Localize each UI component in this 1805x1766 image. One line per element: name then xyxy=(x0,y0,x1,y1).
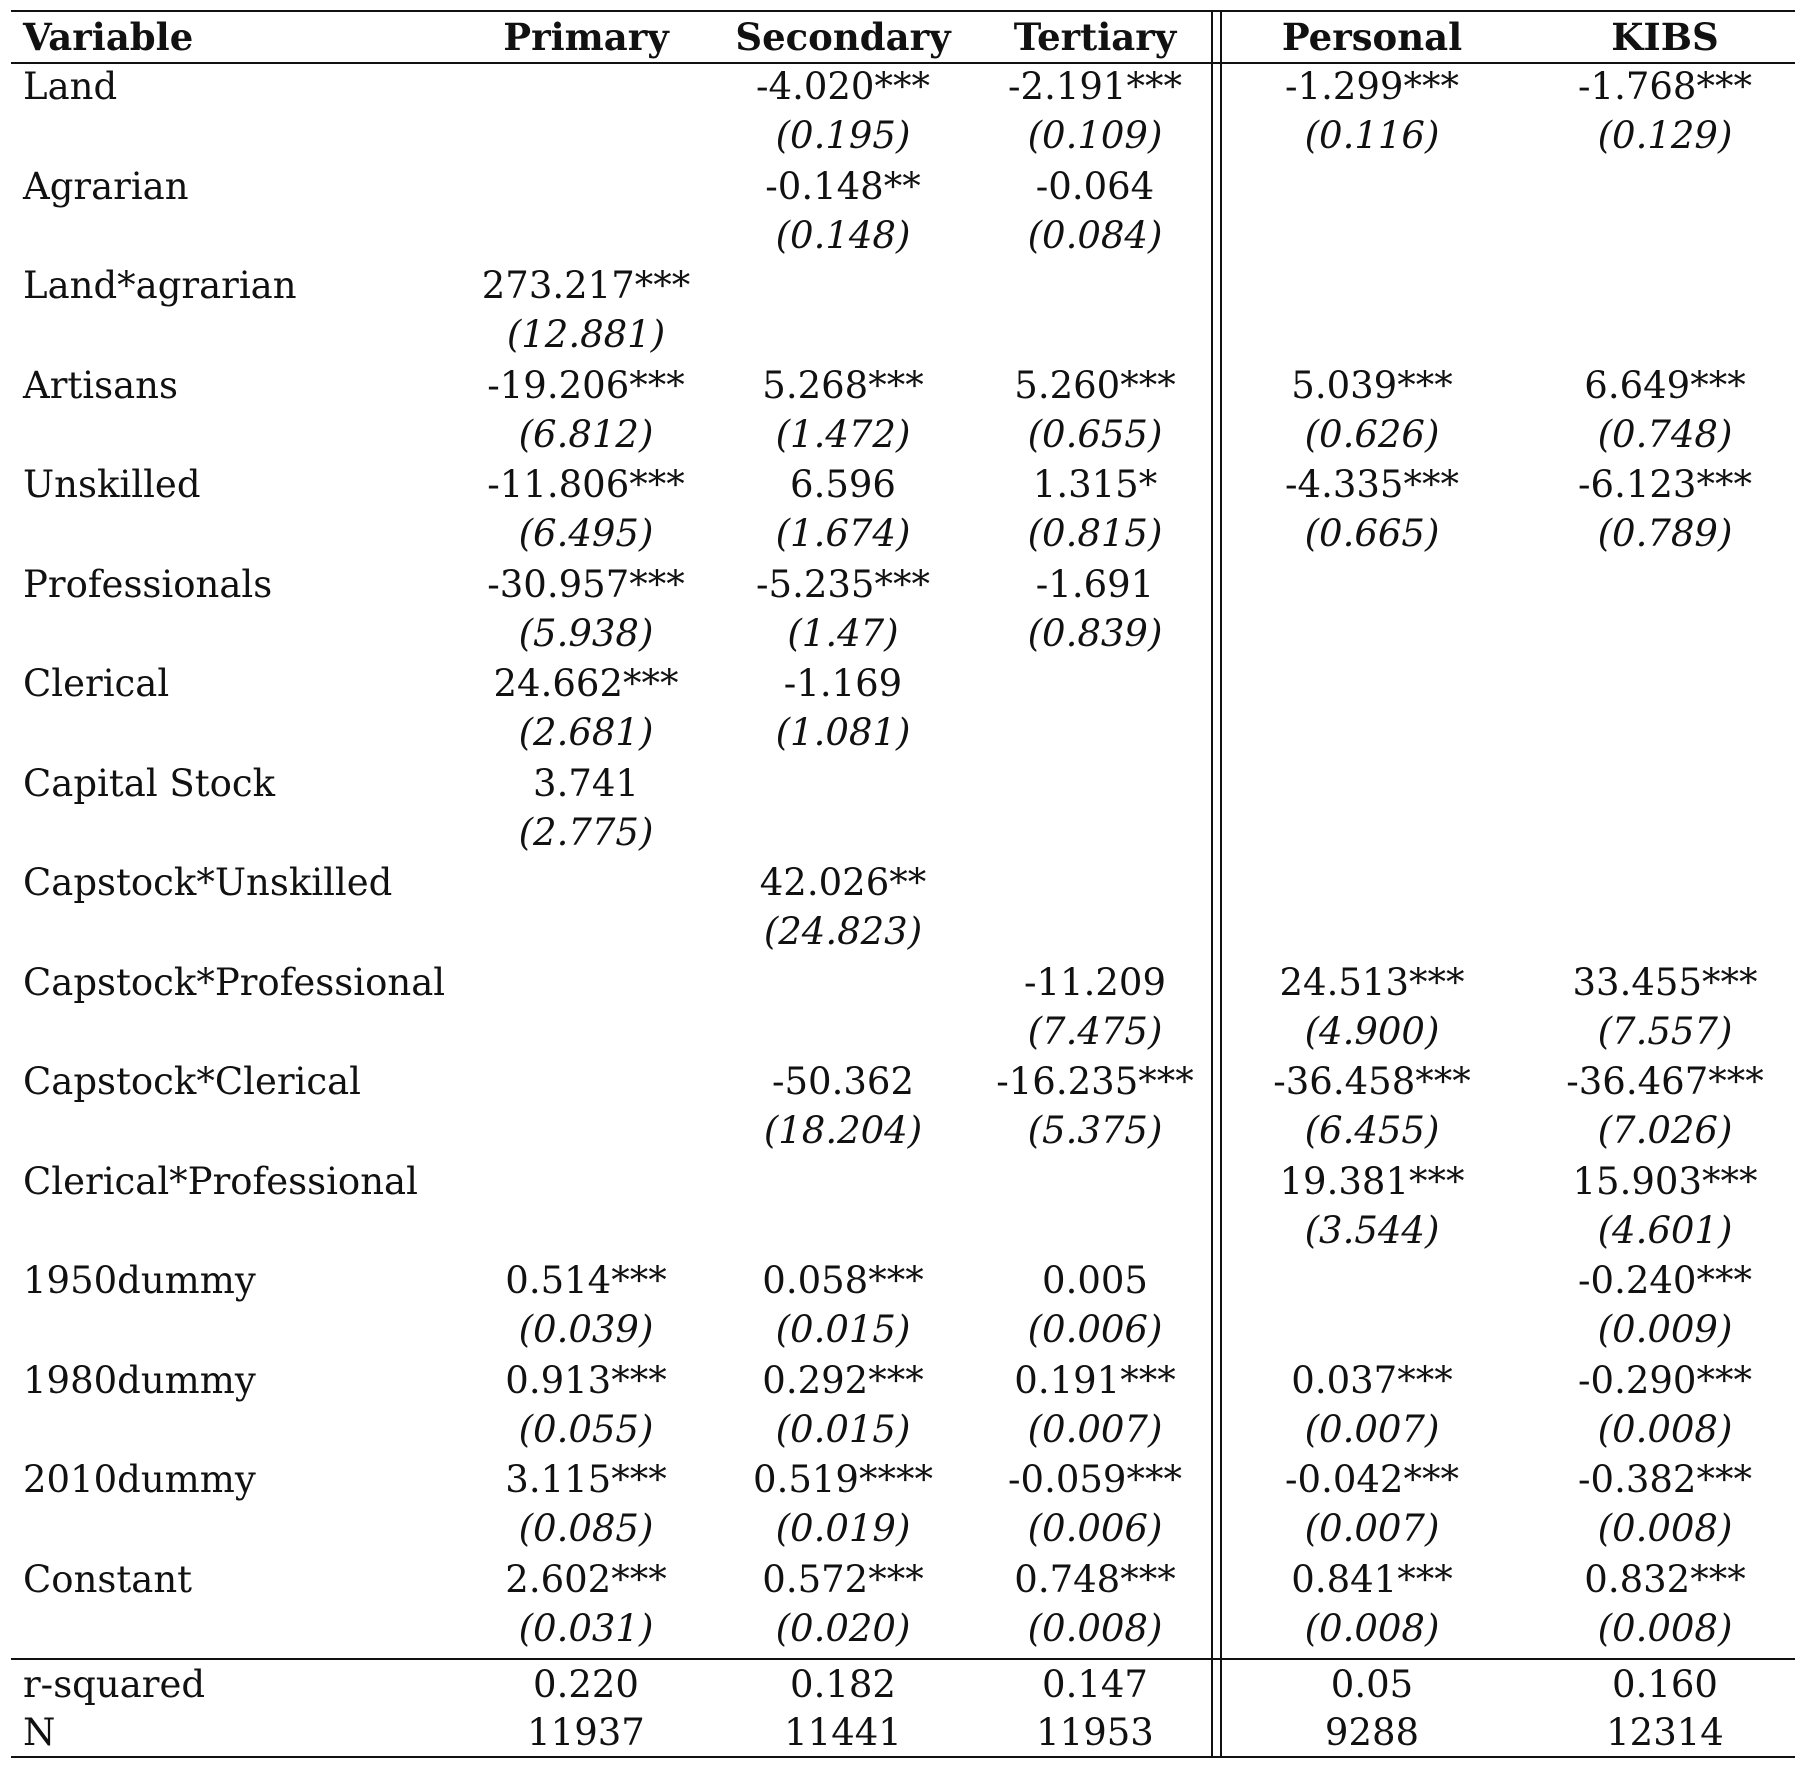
standard-error-line xyxy=(11,111,1795,161)
variable-row xyxy=(11,1356,1795,1456)
coefficient-line xyxy=(11,1555,1795,1605)
standard-error-cell: (0.084) xyxy=(1027,213,1163,257)
standard-error-cell: (1.472) xyxy=(775,412,911,456)
standard-error-cell: (24.823) xyxy=(763,910,923,953)
coefficient-cell: 19.381*** xyxy=(1279,1159,1465,1203)
variable-row xyxy=(11,958,1795,1058)
standard-error-cell: (0.007) xyxy=(1027,1407,1163,1451)
coefficient-cell: 1.315* xyxy=(1032,463,1158,506)
standard-error-cell: (7.026) xyxy=(1597,1109,1733,1152)
standard-error-cell: (0.006) xyxy=(1027,1308,1163,1351)
standard-error-cell: (0.626) xyxy=(1304,412,1440,456)
header-primary: Primary xyxy=(503,15,669,59)
standard-error-cell: (6.455) xyxy=(1304,1109,1440,1152)
coefficient-cell: 0.005 xyxy=(1042,1259,1148,1302)
standard-error-cell: (1.674) xyxy=(775,512,911,555)
standard-error-line xyxy=(11,1106,1795,1156)
coefficient-cell: 0.748*** xyxy=(1014,1557,1176,1601)
standard-error-cell: (4.601) xyxy=(1597,1208,1733,1252)
variable-row xyxy=(11,261,1795,361)
coefficient-cell: 0.832*** xyxy=(1584,1557,1746,1601)
standard-error-line xyxy=(11,310,1795,360)
coefficient-cell: 42.026** xyxy=(759,861,927,904)
standard-error-cell: (0.007) xyxy=(1304,1407,1440,1451)
variable-row xyxy=(11,1555,1795,1655)
variable-label: Land xyxy=(23,65,118,108)
coefficient-cell: -0.148** xyxy=(765,164,921,208)
stats-value: 11441 xyxy=(784,1711,902,1754)
coefficient-cell: -5.235*** xyxy=(756,562,930,606)
coefficient-cell: -0.042*** xyxy=(1285,1458,1459,1501)
coefficient-cell: 5.260*** xyxy=(1014,363,1176,407)
standard-error-cell: (0.815) xyxy=(1027,512,1163,555)
standard-error-cell: (2.681) xyxy=(518,711,654,754)
coefficient-cell: 15.903*** xyxy=(1572,1159,1758,1203)
coefficient-cell: 0.037*** xyxy=(1291,1358,1453,1402)
standard-error-cell: (0.008) xyxy=(1597,1507,1733,1550)
standard-error-line xyxy=(11,211,1795,261)
standard-error-cell: (0.789) xyxy=(1597,512,1733,555)
coefficient-cell: 0.514*** xyxy=(505,1259,667,1302)
standard-error-line xyxy=(11,808,1795,858)
standard-error-cell: (0.020) xyxy=(775,1606,911,1650)
header-secondary: Secondary xyxy=(735,15,951,59)
standard-error-cell: (5.375) xyxy=(1027,1109,1163,1152)
variable-row xyxy=(11,560,1795,660)
variable-row xyxy=(11,1157,1795,1257)
variable-label: Capital Stock xyxy=(23,761,276,805)
standard-error-cell: (0.116) xyxy=(1304,114,1440,157)
standard-error-cell: (0.055) xyxy=(518,1407,654,1451)
coefficient-cell: -50.362 xyxy=(772,1060,914,1103)
standard-error-cell: (3.544) xyxy=(1304,1208,1440,1252)
coefficient-line xyxy=(11,1057,1795,1107)
variable-label: 2010dummy xyxy=(23,1458,256,1501)
standard-error-cell: (0.148) xyxy=(775,213,911,257)
coefficient-cell: -19.206*** xyxy=(487,363,685,407)
standard-error-line xyxy=(11,907,1795,957)
coefficient-line xyxy=(11,759,1795,809)
standard-error-cell: (0.031) xyxy=(518,1606,654,1650)
standard-error-line xyxy=(11,1305,1795,1355)
standard-error-cell: (0.008) xyxy=(1597,1606,1733,1650)
coefficient-cell: 0.058*** xyxy=(762,1259,924,1302)
coefficient-line xyxy=(11,1455,1795,1505)
coefficient-cell: 2.602*** xyxy=(505,1557,667,1601)
standard-error-cell: (5.938) xyxy=(518,611,654,655)
standard-error-line xyxy=(11,1206,1795,1256)
coefficient-cell: -4.335*** xyxy=(1285,463,1459,506)
standard-error-cell: (4.900) xyxy=(1304,1009,1440,1053)
coefficient-cell: 5.039*** xyxy=(1291,363,1453,407)
coefficient-cell: -16.235*** xyxy=(996,1060,1194,1103)
variable-row xyxy=(11,460,1795,560)
standard-error-cell: (0.009) xyxy=(1597,1308,1733,1351)
standard-error-cell: (0.085) xyxy=(518,1507,654,1550)
variable-label: Land*agrarian xyxy=(23,264,297,307)
standard-error-cell: (0.039) xyxy=(518,1308,654,1351)
standard-error-cell: (0.129) xyxy=(1597,114,1733,157)
coefficient-cell: -4.020*** xyxy=(756,65,930,108)
standard-error-cell: (0.109) xyxy=(1027,114,1163,157)
variable-label: Clerical*Professional xyxy=(23,1159,418,1203)
coefficient-cell: 0.572*** xyxy=(762,1557,924,1601)
standard-error-cell: (0.008) xyxy=(1027,1606,1163,1650)
coefficient-cell: -0.064 xyxy=(1035,164,1155,208)
header-row xyxy=(11,12,1795,62)
variable-label: Agrarian xyxy=(23,164,189,208)
variable-row xyxy=(11,858,1795,958)
variable-row xyxy=(11,62,1795,162)
standard-error-line xyxy=(11,1504,1795,1554)
coefficient-cell: 6.596 xyxy=(790,463,896,506)
table-body xyxy=(11,62,1795,1654)
variable-label: Artisans xyxy=(23,363,178,407)
coefficient-cell: -0.290*** xyxy=(1578,1358,1752,1402)
standard-error-cell: (2.775) xyxy=(518,810,654,854)
coefficient-cell: -6.123*** xyxy=(1578,463,1752,506)
coefficient-line xyxy=(11,958,1795,1008)
standard-error-cell: (0.195) xyxy=(775,114,911,157)
standard-error-line xyxy=(11,1405,1795,1455)
coefficient-cell: 0.519**** xyxy=(753,1458,933,1501)
coefficient-cell: 0.913*** xyxy=(505,1358,667,1402)
standard-error-cell: (0.008) xyxy=(1304,1606,1440,1650)
coefficient-cell: -30.957*** xyxy=(487,562,685,606)
variable-row xyxy=(11,361,1795,461)
stats-value: 12314 xyxy=(1606,1711,1724,1754)
coefficient-cell: 273.217*** xyxy=(481,264,691,307)
standard-error-cell: (0.665) xyxy=(1304,512,1440,555)
variable-label: 1950dummy xyxy=(23,1259,256,1302)
table-stats xyxy=(11,1660,1795,1756)
standard-error-cell: (0.655) xyxy=(1027,412,1163,456)
coefficient-line xyxy=(11,560,1795,610)
stats-value: 0.05 xyxy=(1330,1663,1414,1706)
coefficient-cell: -2.191*** xyxy=(1008,65,1182,108)
stats-value: 0.220 xyxy=(533,1663,639,1706)
standard-error-cell: (0.015) xyxy=(775,1308,911,1351)
standard-error-cell: (0.839) xyxy=(1027,611,1163,655)
coefficient-line xyxy=(11,858,1795,908)
variable-row xyxy=(11,759,1795,859)
variable-label: Capstock*Unskilled xyxy=(23,861,393,904)
variable-label: Capstock*Clerical xyxy=(23,1060,362,1103)
coefficient-line xyxy=(11,62,1795,112)
stats-value: 0.160 xyxy=(1612,1663,1718,1706)
coefficient-cell: 3.741 xyxy=(533,761,639,805)
coefficient-line xyxy=(11,162,1795,212)
coefficient-line xyxy=(11,1256,1795,1306)
standard-error-cell: (0.015) xyxy=(775,1407,911,1451)
standard-error-cell: (18.204) xyxy=(763,1109,923,1152)
variable-row xyxy=(11,1455,1795,1555)
standard-error-cell: (1.47) xyxy=(787,611,899,655)
standard-error-cell: (1.081) xyxy=(775,711,911,754)
variable-label: Professionals xyxy=(23,562,273,606)
coefficient-cell: -0.059*** xyxy=(1008,1458,1182,1501)
coefficient-cell: -1.299*** xyxy=(1285,65,1459,108)
standard-error-line xyxy=(11,1604,1795,1654)
standard-error-line xyxy=(11,509,1795,559)
standard-error-cell: (6.812) xyxy=(518,412,654,456)
standard-error-line xyxy=(11,609,1795,659)
variable-row xyxy=(11,1057,1795,1157)
stats-row xyxy=(11,1708,1795,1756)
standard-error-cell: (0.006) xyxy=(1027,1507,1163,1550)
coefficient-line xyxy=(11,460,1795,510)
coefficient-line xyxy=(11,361,1795,411)
stats-value: 11953 xyxy=(1036,1711,1154,1754)
standard-error-cell: (0.748) xyxy=(1597,412,1733,456)
stats-value: 0.147 xyxy=(1042,1663,1148,1706)
header-personal: Personal xyxy=(1281,15,1463,59)
coefficient-cell: 0.841*** xyxy=(1291,1557,1453,1601)
standard-error-cell: (6.495) xyxy=(518,512,654,555)
stats-label: r-squared xyxy=(23,1663,206,1706)
coefficient-cell: 24.513*** xyxy=(1279,960,1465,1004)
header-tertiary: Tertiary xyxy=(1013,15,1177,59)
coefficient-cell: 33.455*** xyxy=(1572,960,1758,1004)
coefficient-cell: -1.169 xyxy=(783,662,903,705)
coefficient-line xyxy=(11,1356,1795,1406)
coefficient-cell: -11.806*** xyxy=(487,463,685,506)
coefficient-line xyxy=(11,659,1795,709)
stats-row xyxy=(11,1660,1795,1708)
variable-label: 1980dummy xyxy=(23,1358,256,1402)
coefficient-cell: 5.268*** xyxy=(762,363,924,407)
header-kibs: KIBS xyxy=(1611,15,1719,59)
standard-error-cell: (0.019) xyxy=(775,1507,911,1550)
coefficient-cell: 0.292*** xyxy=(762,1358,924,1402)
coefficient-cell: 3.115*** xyxy=(505,1458,667,1501)
standard-error-cell: (0.008) xyxy=(1597,1407,1733,1451)
coefficient-cell: 0.191*** xyxy=(1014,1358,1176,1402)
variable-label: Clerical xyxy=(23,662,170,705)
variable-row xyxy=(11,162,1795,262)
standard-error-cell: (7.475) xyxy=(1027,1009,1163,1053)
coefficient-cell: -36.458*** xyxy=(1273,1060,1471,1103)
coefficient-cell: -1.768*** xyxy=(1578,65,1752,108)
stats-value: 9288 xyxy=(1324,1711,1420,1754)
variable-row xyxy=(11,659,1795,759)
coefficient-cell: -1.691 xyxy=(1035,562,1155,606)
coefficient-cell: -36.467*** xyxy=(1566,1060,1764,1103)
stats-label: N xyxy=(23,1711,56,1754)
coefficient-cell: 24.662*** xyxy=(493,662,679,705)
coefficient-cell: -0.382*** xyxy=(1578,1458,1752,1501)
standard-error-cell: (12.881) xyxy=(506,313,666,356)
variable-label: Capstock*Professional xyxy=(23,960,446,1004)
coefficient-line xyxy=(11,261,1795,311)
standard-error-line xyxy=(11,708,1795,758)
coefficient-cell: -11.209 xyxy=(1024,960,1166,1004)
coefficient-line xyxy=(11,1157,1795,1207)
stats-value: 0.182 xyxy=(790,1663,896,1706)
header-variable: Variable xyxy=(23,15,194,59)
standard-error-line xyxy=(11,410,1795,460)
coefficient-cell: 6.649*** xyxy=(1584,363,1746,407)
standard-error-line xyxy=(11,1007,1795,1057)
coefficient-cell: -0.240*** xyxy=(1578,1259,1752,1302)
stats-value: 11937 xyxy=(527,1711,645,1754)
variable-label: Constant xyxy=(23,1557,193,1601)
variable-label: Unskilled xyxy=(23,463,201,506)
standard-error-cell: (7.557) xyxy=(1597,1009,1733,1053)
variable-row xyxy=(11,1256,1795,1356)
standard-error-cell: (0.007) xyxy=(1304,1507,1440,1550)
